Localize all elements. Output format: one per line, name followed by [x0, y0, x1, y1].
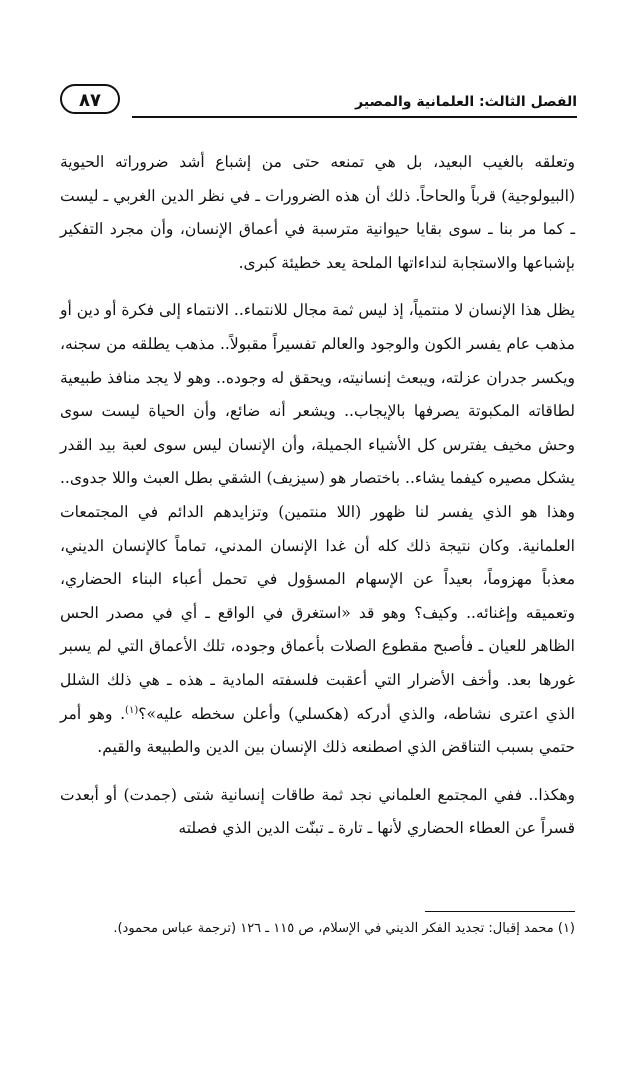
paragraph-3: وهكذا.. ففي المجتمع العلماني نجد ثمة طاقات إنسانية شتى (جمدت) أو أبعدت قسراً عن العطاء الحضاري لأنها ـ تارة ـ تبنّت الدين الذي فصلته: [60, 785, 575, 838]
chapter-title: الفصل الثالث: العلمانية والمصير: [355, 94, 577, 110]
body-text: [60, 146, 575, 846]
footnote-reference: (١): [125, 704, 139, 716]
paragraph-2: [60, 294, 575, 764]
page-number: ٨٧: [60, 84, 120, 114]
footnote-rule: [425, 911, 575, 912]
paragraph-2-tail: . وهو أمر حتمي بسبب التناقض الذي اصطنعه ذلك الإنسان بين الدين والطبيعة والقيم.: [60, 704, 575, 757]
page-header: [60, 82, 577, 122]
paragraph-1: وتعلقه بالغيب البعيد، بل هي تمنعه حتى من إشباع أشد ضروراته الحيوية (البيولوجية) قرباً والحاحاً. ذلك أن هذه الضرورات ـ في نظر الدين الغربي ـ ليست ـ كما مر بنا ـ سوى بقايا حيوانية مترسبة في أعماق الإنسان، وأن مجرد التفكير بإشباعها والاستجابة لنداءاتها الملحة يعد خطيئة كبرى.: [60, 153, 575, 272]
paragraph-2-main: يظل هذا الإنسان لا منتمياً، إذ ليس ثمة مجال للانتماء.. الانتماء إلى فكرة أو دين أو مذهب عام يفسر الكون والوجود والعالم تفسيراً مقبولاً.. مذهب يطلقه من سجنه، ويكسر جدران عزلته، ويبعث إنسانيته، ويحقق له وجوده.. وهو لا يجد منافذ طبيعية لطاقاته المكبوتة يصرفها بالإيجاب.. ويشعر أنه ضائع، وأن الحياة ليست سوى وحش مخيف يفترس كل الأشياء الجميلة، وأن الإنسان ليس سوى لعبة بيد القدر يشكل مصيره كيفما يشاء.. باختصار هو (سيزيف) الشقي بطل العبث واللا جدوى.. وهذا هو الذي يفسر لنا ظهور (اللا منتمين) وتزايدهم الدائم في المجتمعات العلمانية. وكان نتيجة ذلك كله أن غدا الإنسان المدني، تماماً كالإنسان الديني، معذباً مهزوماً، بعيداً عن الإسهام المسؤول في تحمل أعباء البناء الحضاري، وتعميقه وإغنائه.. وكيف؟ وهو قد «استغرق في الواقع ـ أي في مصدر الحس الظاهر للعيان ـ فأصبح مقطوع الصلات بأعماق وجوده، تلك الأعماق التي لم يسبر غورها بعد. وأخف الأضرار التي أعقبت فلسفته المادية ـ هذه ـ هي ذلك الشلل الذي اعترى نشاطه، والذي أدركه (هكسلي) وأعلن سخطه عليه»؟: [60, 301, 575, 723]
footnote: (١) محمد إقبال: تجديد الفكر الديني في الإسلام، ص ١١٥ ـ ١٢٦ (ترجمة عباس محمود).: [113, 921, 575, 936]
header-rule: [132, 116, 577, 118]
